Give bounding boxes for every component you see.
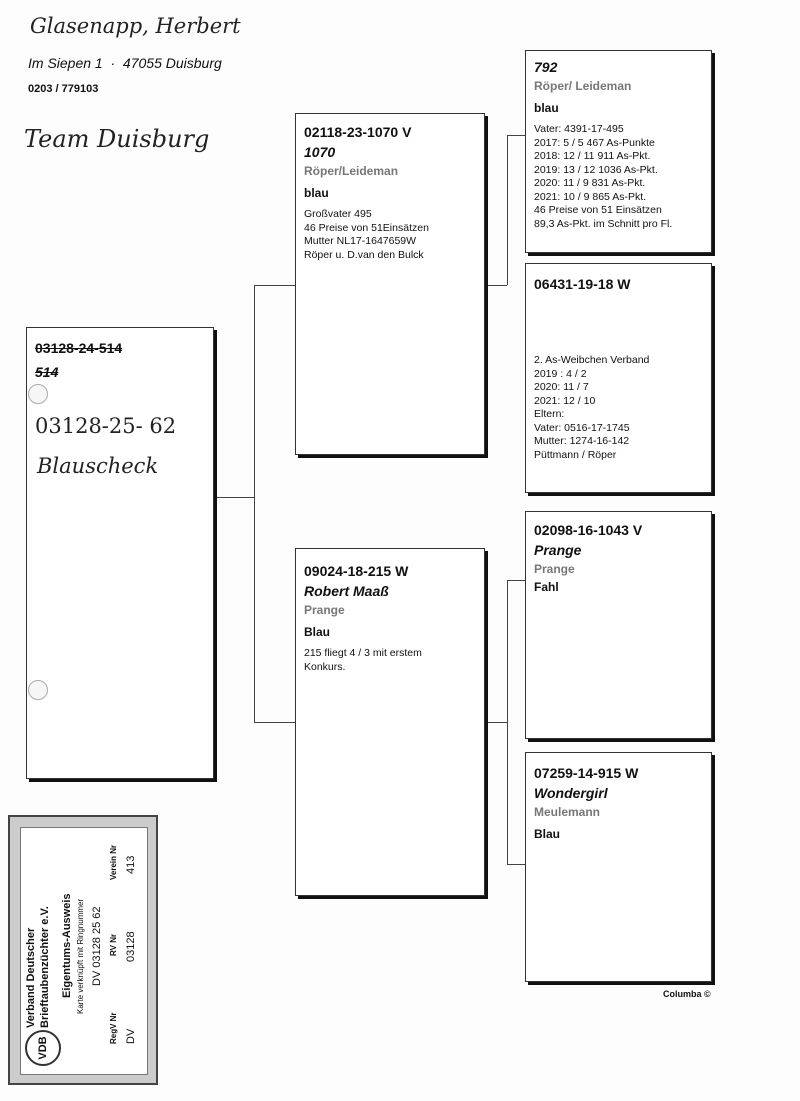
dam-dam-box <box>525 752 712 982</box>
sire-dam-box <box>525 263 712 493</box>
footer-credit: Columba © <box>663 989 711 999</box>
sire-dam-ring: 06431-19-18 W <box>534 276 631 292</box>
sire-dam-note: 2. As-Weibchen Verband <box>534 354 650 366</box>
ownership-card-content <box>21 828 147 1074</box>
dam-dam-ring: 07259-14-915 W <box>534 765 639 781</box>
dam-sire-color: Fahl <box>534 580 559 594</box>
dam-sire-breeder: Prange <box>534 562 575 576</box>
dam-sire-name: Prange <box>534 542 582 558</box>
card-logo: VDB <box>25 1030 61 1066</box>
dam-name: Robert Maaß <box>304 583 389 599</box>
connector-sire-out <box>485 285 507 286</box>
dam-dam-name: Wondergirl <box>534 785 608 801</box>
card-rv-value: 03128 <box>125 931 137 962</box>
subject-box <box>26 327 214 779</box>
sire-sire-ring: 792 <box>534 59 558 75</box>
connector-sire-vertical <box>507 135 508 285</box>
card-regv-value: DV <box>125 1028 137 1044</box>
sire-box <box>295 113 485 455</box>
connector-parents-vertical <box>254 285 255 722</box>
sire-notes <box>304 208 476 262</box>
connector-dam-sire <box>507 580 525 581</box>
sire-sire-note: 2017: 5 / 5 467 As-Punkte <box>534 136 655 149</box>
sire-dam-note: Vater: 0516-17-1745 <box>534 421 630 434</box>
sire-name: 1070 <box>304 144 336 160</box>
owner-phone: 0203 / 779103 <box>28 83 99 95</box>
sire-sire-note: 2021: 10 / 9 865 As-Pkt. <box>534 190 647 203</box>
sire-sire-note: 2020: 11 / 9 831 As-Pkt. <box>534 177 646 189</box>
connector-sire-sire <box>507 135 525 136</box>
connector-sire <box>254 285 296 286</box>
dam-breeder: Prange <box>304 603 345 617</box>
dam-dam-color: Blau <box>534 827 561 841</box>
dam-note: Konkurs. <box>304 660 346 673</box>
subject-ring-old: 03128-24-514 <box>35 340 123 356</box>
sire-sire-notes <box>534 123 703 231</box>
card-verein-value: 413 <box>125 855 137 874</box>
sire-dam-note: Eltern: <box>534 408 565 420</box>
connector-dam-vertical <box>507 580 508 864</box>
ownership-card-inner <box>20 827 148 1075</box>
sire-color: blau <box>304 186 329 200</box>
sire-dam-note: 2020: 11 / 7 <box>534 381 589 393</box>
dam-box <box>295 548 485 896</box>
owner-address: Im Siepen 1 · 47055 Duisburg <box>28 55 222 71</box>
team-name: Team Duisburg <box>24 125 210 153</box>
card-ring-number: DV 03128 25 62 <box>91 906 103 986</box>
sire-note: Mutter NL17-1647659W <box>304 235 417 247</box>
sire-sire-note: 2018: 12 / 11 911 As-Pkt. <box>534 150 651 162</box>
sire-sire-breeder: Röper/ Leideman <box>534 79 632 93</box>
connector-dam-out <box>485 722 507 723</box>
card-rv-label: RV Nr <box>109 933 118 956</box>
sire-sire-note: 89,3 As-Pkt. im Schnitt pro Fl. <box>534 217 673 230</box>
dam-sire-ring: 02098-16-1043 V <box>534 522 643 538</box>
sire-sire-note: 2019: 13 / 12 1036 As-Pkt. <box>534 163 658 176</box>
sire-note: Großvater 495 <box>304 208 372 220</box>
sire-sire-box <box>525 50 712 253</box>
owner-name: Glasenapp, Herbert <box>30 14 241 38</box>
sire-dam-note: 2019 : 4 / 2 <box>534 367 587 380</box>
sire-sire-color: blau <box>534 101 559 115</box>
card-title: Eigentums-Ausweis <box>61 893 73 998</box>
dam-dam-breeder: Meulemann <box>534 805 601 819</box>
connector-dam <box>254 722 296 723</box>
card-subtitle: Karte verknüpft mit Ringnummer <box>76 898 85 1014</box>
sire-ring: 02118-23-1070 V <box>304 124 412 140</box>
sire-dam-note: Püttmann / Röper <box>534 448 617 461</box>
sire-dam-note: Mutter: 1274-16-142 <box>534 435 630 447</box>
dam-note: 215 fliegt 4 / 3 mit erstem <box>304 647 422 659</box>
card-regv-label: RegV Nr <box>109 1012 118 1044</box>
sire-sire-note: 46 Preise von 51 Einsätzen <box>534 204 662 216</box>
sire-dam-note: 2021: 12 / 10 <box>534 394 596 407</box>
sire-breeder: Röper/Leideman <box>304 164 399 178</box>
dam-ring: 09024-18-215 W <box>304 563 409 579</box>
dam-notes <box>304 647 476 674</box>
punch-hole-top <box>28 384 48 404</box>
sire-note: Röper u. D.van den Bulck <box>304 248 424 261</box>
sire-dam-notes <box>534 354 703 462</box>
punch-hole-bottom <box>28 680 48 700</box>
connector-dam-dam <box>507 864 525 865</box>
ownership-card <box>8 815 158 1085</box>
dam-sire-box <box>525 511 712 739</box>
sire-note: 46 Preise von 51Einsätzen <box>304 221 429 234</box>
card-org-line2: Brieftaubenzüchter e.V. <box>39 906 51 1028</box>
card-org-line1: Verband Deutscher <box>25 927 37 1028</box>
subject-ring-new: 03128-25- 62 <box>35 414 177 438</box>
sire-sire-note: Vater: 4391-17-495 <box>534 123 624 135</box>
connector-subject <box>214 497 254 498</box>
subject-color: Blauscheck <box>37 454 159 478</box>
card-verein-label: Verein Nr <box>109 844 118 880</box>
dam-color: Blau <box>304 625 331 639</box>
subject-name-old: 514 <box>35 364 59 380</box>
